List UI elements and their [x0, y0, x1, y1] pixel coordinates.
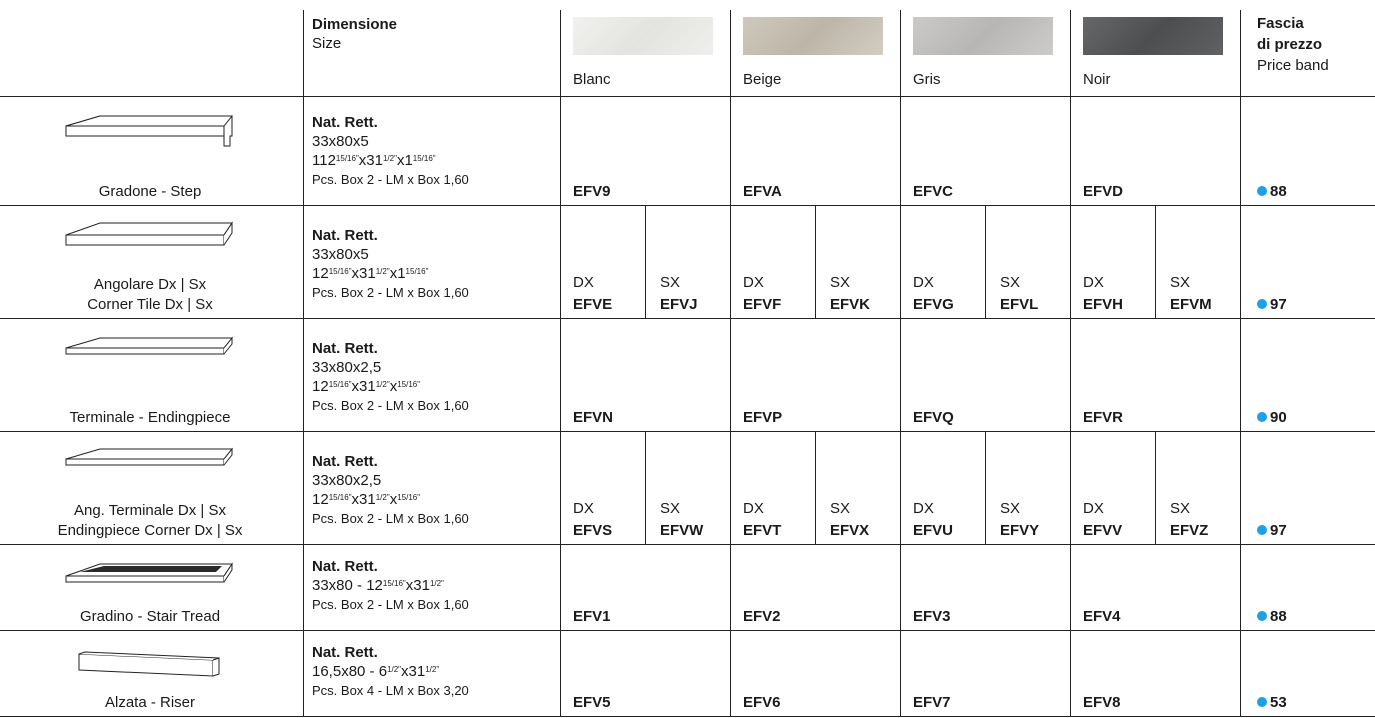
product-code: EFVW — [660, 522, 704, 539]
step-icon — [60, 112, 240, 157]
metric-size: $16,5x80 - 6^{1/2"}x31^{1/2"}$ — [312, 663, 440, 680]
product-code: EFVA — [743, 183, 782, 200]
product-code: EFV3 — [913, 608, 951, 625]
dx-sx-divider — [815, 205, 816, 318]
product-name: Alzata - Riser — [104, 694, 196, 711]
product-code: EFV5 — [573, 694, 611, 711]
product-code: EFVK — [830, 296, 871, 313]
product-code: EFVJ — [660, 296, 698, 313]
product-code: EFV9 — [573, 183, 611, 200]
sx-label: SX — [830, 500, 851, 517]
metric-size: 33x80x2,5 — [312, 472, 382, 489]
row-divider — [0, 205, 1375, 206]
dx-sx-divider — [985, 205, 986, 318]
pieces-per-box: Pcs. Box 2 - LM x Box 1,60 — [312, 285, 469, 300]
swatch-beige — [743, 17, 883, 55]
product-code: EFVX — [830, 522, 870, 539]
sx-label: SX — [1000, 500, 1021, 517]
price-band-value: 53 — [1257, 694, 1287, 711]
product-name: Gradone - Step — [98, 183, 202, 200]
dx-label: DX — [743, 500, 764, 517]
sx-label: SX — [660, 500, 681, 517]
header-price-band-en: Price band — [1257, 57, 1329, 74]
price-dot-icon — [1257, 412, 1267, 422]
dimension-cell — [312, 557, 557, 614]
product-code: EFVL — [1000, 296, 1039, 313]
column-divider — [560, 10, 561, 716]
dx-sx-divider — [985, 431, 986, 544]
sx-label: SX — [1000, 274, 1021, 291]
sx-label: SX — [830, 274, 851, 291]
corner-tile-icon — [60, 219, 240, 264]
column-divider — [1240, 10, 1241, 716]
product-code: EFV4 — [1083, 608, 1121, 625]
product-code: EFV2 — [743, 608, 781, 625]
product-code: EFVV — [1083, 522, 1123, 539]
header-dimensione: Dimensione — [312, 16, 398, 33]
pieces-per-box: Pcs. Box 2 - LM x Box 1,60 — [312, 511, 469, 526]
dimension-cell — [312, 339, 557, 415]
metric-size: 33x80x5 — [312, 133, 369, 150]
product-code: EFVG — [913, 296, 954, 313]
product-code: EFVT — [743, 522, 782, 539]
header-price-band — [1257, 13, 1329, 76]
sx-label: SX — [1170, 500, 1191, 517]
color-name-beige: Beige — [743, 71, 782, 88]
product-code: EFV8 — [1083, 694, 1121, 711]
product-code: EFVE — [573, 296, 613, 313]
color-name-blanc: Blanc — [573, 71, 611, 88]
swatch-gris — [913, 17, 1053, 55]
pieces-per-box: Pcs. Box 2 - LM x Box 1,60 — [312, 172, 469, 187]
metric-size: 33x80x5 — [312, 246, 369, 263]
dimension-cell — [312, 113, 557, 189]
dx-label: DX — [743, 274, 764, 291]
finish-label: Nat. Rett. — [312, 114, 378, 131]
row-divider — [0, 630, 1375, 631]
row-divider — [0, 716, 1375, 717]
price-band-value: 88 — [1257, 608, 1287, 625]
product-name: Ang. Terminale Dx | Sx — [73, 502, 226, 519]
price-band-value: 88 — [1257, 183, 1287, 200]
dx-label: DX — [1083, 500, 1104, 517]
sx-label: SX — [1170, 274, 1191, 291]
column-divider — [1070, 10, 1071, 716]
dx-sx-divider — [645, 205, 646, 318]
swatch-blanc — [573, 17, 713, 55]
endingpiece-icon — [60, 334, 240, 369]
product-code: EFVY — [1000, 522, 1040, 539]
price-band-value: 97 — [1257, 296, 1287, 313]
product-code: EFVF — [743, 296, 782, 313]
inch-size: $12^{15/16"}x31^{1/2"}x^{15/16"}$ — [312, 378, 421, 395]
price-dot-icon — [1257, 697, 1267, 707]
product-code: EFVQ — [913, 409, 954, 426]
inch-size: $^{15/16"}x31^{1/2"}$ — [382, 577, 444, 594]
finish-label: Nat. Rett. — [312, 558, 378, 575]
dx-label: DX — [913, 500, 934, 517]
sx-label: SX — [660, 274, 681, 291]
header-dimension — [312, 15, 397, 53]
dx-label: DX — [573, 274, 594, 291]
endingpiece-corner-icon — [60, 445, 240, 480]
row-divider — [0, 431, 1375, 432]
stair-tread-icon — [60, 560, 240, 599]
color-name-noir: Noir — [1083, 71, 1111, 88]
dimension-cell — [312, 452, 557, 528]
product-code: EFVH — [1083, 296, 1124, 313]
metric-size: $33x80 - 12^{15/16"}x31^{1/2"}$ — [312, 577, 444, 594]
metric-size: 33x80x2,5 — [312, 359, 382, 376]
price-band-value: 90 — [1257, 409, 1287, 426]
dx-sx-divider — [1155, 431, 1156, 544]
row-divider — [0, 96, 1375, 97]
column-divider — [303, 10, 304, 716]
column-divider — [900, 10, 901, 716]
inch-size: $12^{15/16"}x31^{1/2"}x^{15/16"}$ — [312, 491, 421, 508]
product-code: EFVS — [573, 522, 613, 539]
product-code: EFVP — [743, 409, 783, 426]
product-name: Terminale - Endingpiece — [69, 409, 231, 426]
product-code: EFVD — [1083, 183, 1124, 200]
dx-label: DX — [913, 274, 934, 291]
price-band-value: 97 — [1257, 522, 1287, 539]
inch-size: $112^{15/16"}x31^{1/2"}x1^{15/16"}$ — [312, 152, 436, 169]
product-name: Angolare Dx | Sx — [93, 276, 207, 293]
product-code: EFV7 — [913, 694, 951, 711]
product-name: Gradino - Stair Tread — [79, 608, 221, 625]
row-divider — [0, 318, 1375, 319]
dimension-cell — [312, 643, 557, 700]
inch-size: $^{1/2"}x31^{1/2"}$ — [387, 663, 440, 680]
color-name-gris: Gris — [913, 71, 941, 88]
product-code: EFVU — [913, 522, 954, 539]
dx-sx-divider — [1155, 205, 1156, 318]
product-code: EFVM — [1170, 296, 1212, 313]
row-divider — [0, 544, 1375, 545]
swatch-noir — [1083, 17, 1223, 55]
product-name-en: Endingpiece Corner Dx | Sx — [57, 522, 243, 539]
product-name-en: Corner Tile Dx | Sx — [87, 296, 213, 313]
inch-size: $12^{15/16"}x31^{1/2"}x1^{15/16"}$ — [312, 265, 429, 282]
product-code: EFVR — [1083, 409, 1124, 426]
dimension-cell — [312, 226, 557, 302]
product-code: EFVN — [573, 409, 614, 426]
price-dot-icon — [1257, 299, 1267, 309]
price-dot-icon — [1257, 525, 1267, 535]
finish-label: Nat. Rett. — [312, 453, 378, 470]
dx-sx-divider — [645, 431, 646, 544]
header-size: Size — [312, 35, 342, 52]
finish-label: Nat. Rett. — [312, 644, 378, 661]
product-code: EFVZ — [1170, 522, 1209, 539]
dx-label: DX — [573, 500, 594, 517]
dx-sx-divider — [815, 431, 816, 544]
pieces-per-box: Pcs. Box 2 - LM x Box 1,60 — [312, 597, 469, 612]
price-dot-icon — [1257, 611, 1267, 621]
finish-label: Nat. Rett. — [312, 340, 378, 357]
header-fascia: Fascia — [1257, 15, 1304, 32]
product-code: EFVC — [913, 183, 954, 200]
pieces-per-box: Pcs. Box 4 - LM x Box 3,20 — [312, 683, 469, 698]
finish-label: Nat. Rett. — [312, 227, 378, 244]
riser-icon — [75, 650, 225, 685]
header-di-prezzo: di prezzo — [1257, 36, 1323, 53]
product-code: EFV6 — [743, 694, 781, 711]
pieces-per-box: Pcs. Box 2 - LM x Box 1,60 — [312, 398, 469, 413]
column-divider — [730, 10, 731, 716]
dx-label: DX — [1083, 274, 1104, 291]
price-dot-icon — [1257, 186, 1267, 196]
product-code: EFV1 — [573, 608, 611, 625]
